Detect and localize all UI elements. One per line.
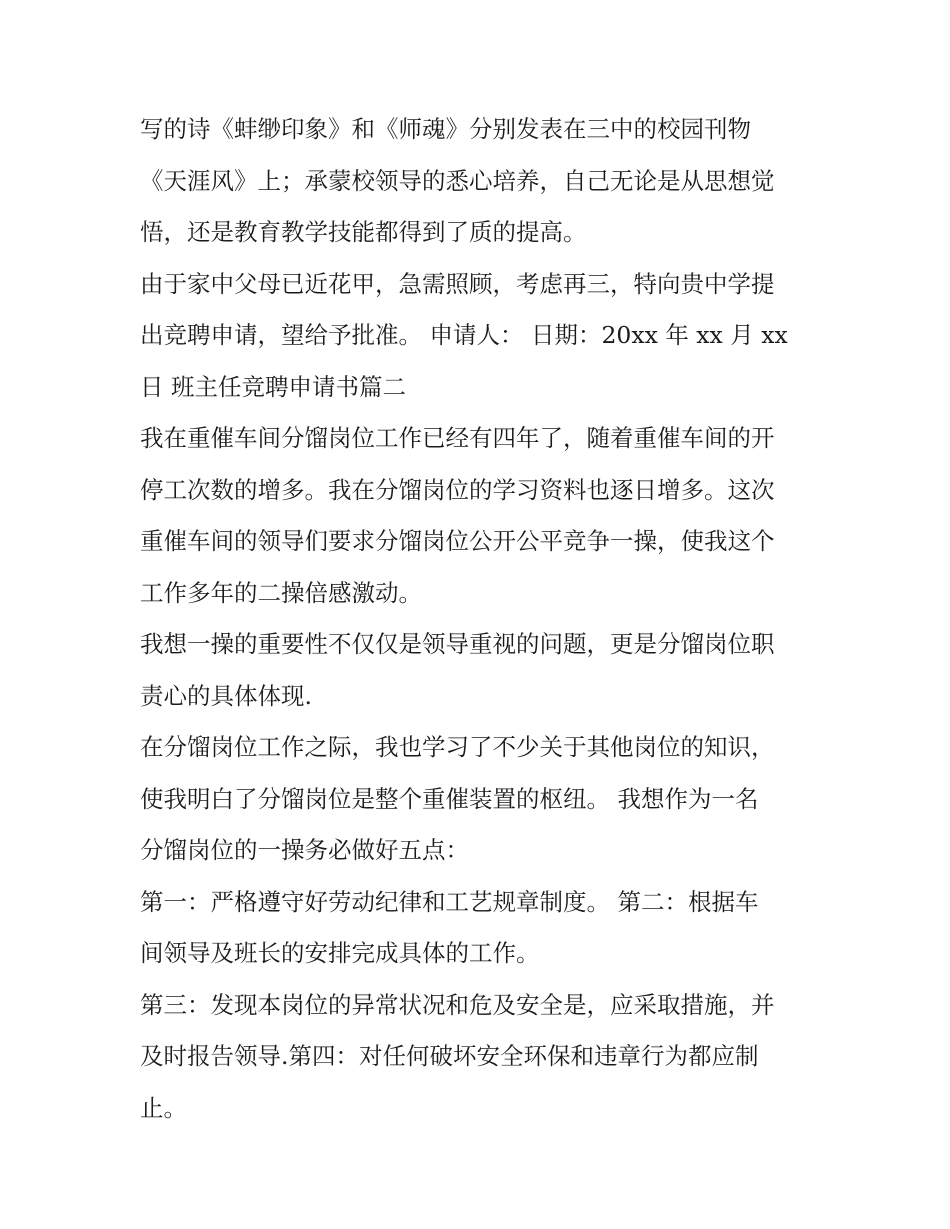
text-line: 责心的具体体现. (140, 681, 312, 710)
text-line: 第三：发现本岗位的异常状况和危及安全是，应采取措施，并 (140, 990, 775, 1019)
text-line: 我想一操的重要性不仅仅是领导重视的问题，更是分馏岗位职 (140, 630, 775, 658)
text-line: 在分馏岗位工作之际，我也学习了不少关于其他岗位的知识， (140, 733, 775, 761)
text-line: 分馏岗位的一操务必做好五点： (140, 836, 469, 864)
section-heading-line: 日 班主任竞聘申请书篇二 (140, 372, 406, 401)
paragraph-7 (140, 980, 820, 1135)
text-line: 出竞聘申请，望给予批准。 申请人： 日期：20xx 年 xx 月 xx (140, 321, 788, 349)
text-line: 及时报告领导.第四：对任何破坏安全环保和违章行为都应制 (140, 1042, 759, 1070)
paragraph-2 (140, 259, 820, 414)
text-line: 悟，还是教育教学技能都得到了质的提高。 (140, 218, 587, 246)
paragraph-4 (140, 619, 820, 722)
text-line: 止。 (140, 1093, 187, 1122)
text-line: 停工次数的增多。我在分馏岗位的学习资料也逐日增多。这次 (140, 475, 775, 504)
paragraph-6 (140, 877, 820, 980)
paragraph-5 (140, 722, 820, 877)
text-line: 间领导及班长的安排完成具体的工作。 (140, 939, 540, 967)
text-line: 重催车间的领导们要求分馏岗位公开公平竞争一操，使我这个 (140, 527, 775, 555)
text-line: 工作多年的二操倍感激动。 (140, 578, 422, 607)
text-line: 写的诗《蚌缈印象》和《师魂》分别发表在三中的校园刊物 (140, 115, 751, 143)
paragraph-3 (140, 413, 820, 619)
text-line: 第一：严格遵守好劳动纪律和工艺规章制度。 第二：根据车 (140, 887, 759, 916)
text-line: 使我明白了分馏岗位是整个重催装置的枢纽。 我想作为一名 (140, 784, 759, 813)
text-line: 我在重催车间分馏岗位工作已经有四年了，随着重催车间的开 (140, 424, 775, 452)
text-line: 由于家中父母已近花甲，急需照顾，考虑再三，特向贵中学提 (140, 269, 775, 298)
text-line: 《天涯风》上；承蒙校领导的悉心培养，自己无论是从思想觉 (140, 166, 775, 195)
document-body (140, 104, 820, 1134)
paragraph-1 (140, 104, 820, 259)
